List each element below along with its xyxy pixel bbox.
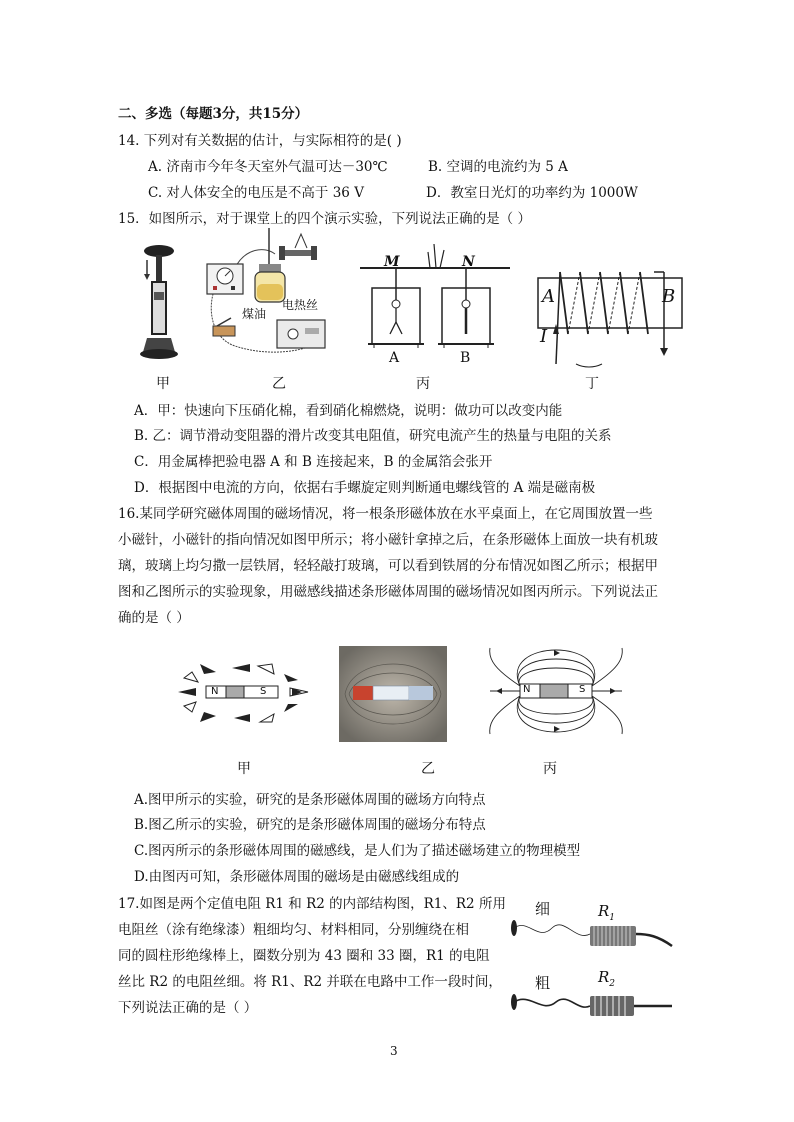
q15-label-m: M — [384, 254, 400, 270]
q16-bing-magnet-n: N — [523, 684, 531, 695]
q15-caption-jia: 甲 — [156, 376, 170, 392]
q15-label-coil-a: A — [542, 286, 555, 307]
q14-option-a: A. 济南市今年冬天室外气温可达－30℃ — [148, 159, 388, 175]
q17-label-r1 — [598, 902, 615, 923]
q15-caption-ding: 丁 — [585, 376, 599, 392]
section-title: 二、多选（每题3分，共15分） — [118, 106, 309, 122]
q17-label-thick: 粗 — [535, 974, 551, 992]
q15-label-electroscope-a: A — [389, 350, 400, 366]
page-number: 3 — [390, 1044, 398, 1058]
q17-label-r2-subscript: 2 — [609, 979, 616, 989]
q16-figure-jia-compass-needles — [176, 660, 310, 728]
q15-figure-yi-heating-circuit — [205, 228, 347, 360]
q16-stem-line5: 确的是（ ） — [118, 610, 190, 626]
q15-option-c: C．用金属棒把验电器 A 和 B 连接起来，B 的金属箔会张开 — [134, 454, 493, 470]
q15-caption-yi: 乙 — [272, 376, 286, 392]
q16-option-c: C.图丙所示的条形磁体周围的磁感线，是人们为了描述磁场建立的物理模型 — [134, 843, 581, 859]
q17-stem-line3: 同的圆柱形绝缘棒上，圈数分别为 43 圈和 33 圈，R1 的电阻 — [118, 948, 490, 964]
q14-option-c: C. 对人体安全的电压是不高于 36 V — [148, 185, 364, 201]
q16-option-d: D.由图丙可知，条形磁体周围的磁场是由磁感线组成的 — [134, 869, 460, 885]
q15-label-electroscope-b: B — [460, 350, 471, 366]
q16-stem-line1: 16.某同学研究磁体周围的磁场情况，将一根条形磁体放在水平桌面上，在它周围放置一些 — [118, 506, 653, 522]
q15-label-coil-b: B — [662, 286, 676, 307]
q17-label-thin: 细 — [535, 900, 551, 918]
q17-stem-line5: 下列说法正确的是（ ） — [118, 1000, 258, 1016]
q15-label-kerosene: 煤油 — [242, 307, 267, 321]
q16-bing-magnet-s: S — [579, 684, 586, 695]
q15-label-n: N — [462, 254, 475, 270]
q15-label-heating-wire: 电热丝 — [282, 298, 319, 312]
q15-option-d: D．根据图中电流的方向，依据右手螺旋定则判断通电螺线管的 A 端是磁南极 — [134, 480, 596, 496]
q16-caption-yi: 乙 — [421, 761, 435, 777]
q16-stem-line3: 璃，玻璃上均匀撒一层铁屑，轻轻敲打玻璃，可以看到铁屑的分布情况如图乙所示；根据甲 — [118, 558, 658, 574]
q16-stem-line2: 小磁针，小磁针的指向情况如图甲所示；将小磁针拿掉之后，在条形磁体上面放一块有机玻 — [118, 532, 658, 548]
q16-option-b: B.图乙所示的实验，研究的是条形磁体周围的磁场分布特点 — [134, 817, 486, 833]
q16-figure-bing-field-lines — [488, 640, 624, 744]
q17-label-r2 — [598, 968, 615, 989]
q17-stem-line4: 丝比 R2 的电阻丝细。将 R1、R2 并联在电路中工作一段时间， — [118, 974, 502, 990]
q15-figure-bing-electroscopes — [360, 238, 510, 368]
q14-option-d: D．教室日光灯的功率约为 1000W — [426, 185, 638, 201]
q17-label-r1-subscript: 1 — [609, 913, 616, 923]
q15-option-a: A．甲：快速向下压硝化棉，看到硝化棉燃烧，说明：做功可以改变内能 — [134, 403, 563, 419]
q16-jia-magnet-s: S — [260, 686, 267, 697]
q14-stem: 14. 下列对有关数据的估计，与实际相符的是( ) — [118, 133, 402, 149]
q15-caption-bing: 丙 — [416, 376, 430, 392]
q15-figure-jia-compression-syringe — [135, 242, 185, 364]
q16-jia-magnet-n: N — [211, 686, 219, 697]
q17-label-r1-letter: R — [598, 902, 610, 920]
q16-option-a: A.图甲所示的实验，研究的是条形磁体周围的磁场方向特点 — [134, 792, 486, 808]
q16-caption-bing: 丙 — [543, 761, 557, 777]
q16-caption-jia: 甲 — [237, 761, 251, 777]
q16-stem-line4: 图和乙图所示的实验现象，用磁感线描述条形磁体周围的磁场情况如图丙所示。下列说法正 — [118, 584, 658, 600]
q17-figure-resistor-r1 — [508, 912, 674, 954]
q15-figure-ding-solenoid — [536, 268, 686, 372]
q14-option-b: B. 空调的电流约为 5 A — [428, 159, 568, 175]
q15-stem: 15．如图所示，对于课堂上的四个演示实验，下列说法正确的是（ ） — [118, 211, 531, 227]
q16-figure-yi-iron-filings — [339, 646, 447, 742]
q17-stem-line1: 17.如图是两个定值电阻 R1 和 R2 的内部结构图，R1、R2 所用 — [118, 896, 506, 912]
q17-label-r2-letter: R — [598, 968, 610, 986]
q17-stem-line2: 电阻丝（涂有绝缘漆）粗细均匀、材料相同，分别缠绕在相 — [118, 922, 469, 938]
q15-label-current-i: I — [540, 326, 548, 347]
q15-option-b: B. 乙：调节滑动变阻器的滑片改变其电阻值，研究电流产生的热量与电阻的关系 — [134, 428, 612, 444]
q17-figure-resistor-r2 — [508, 988, 674, 1022]
